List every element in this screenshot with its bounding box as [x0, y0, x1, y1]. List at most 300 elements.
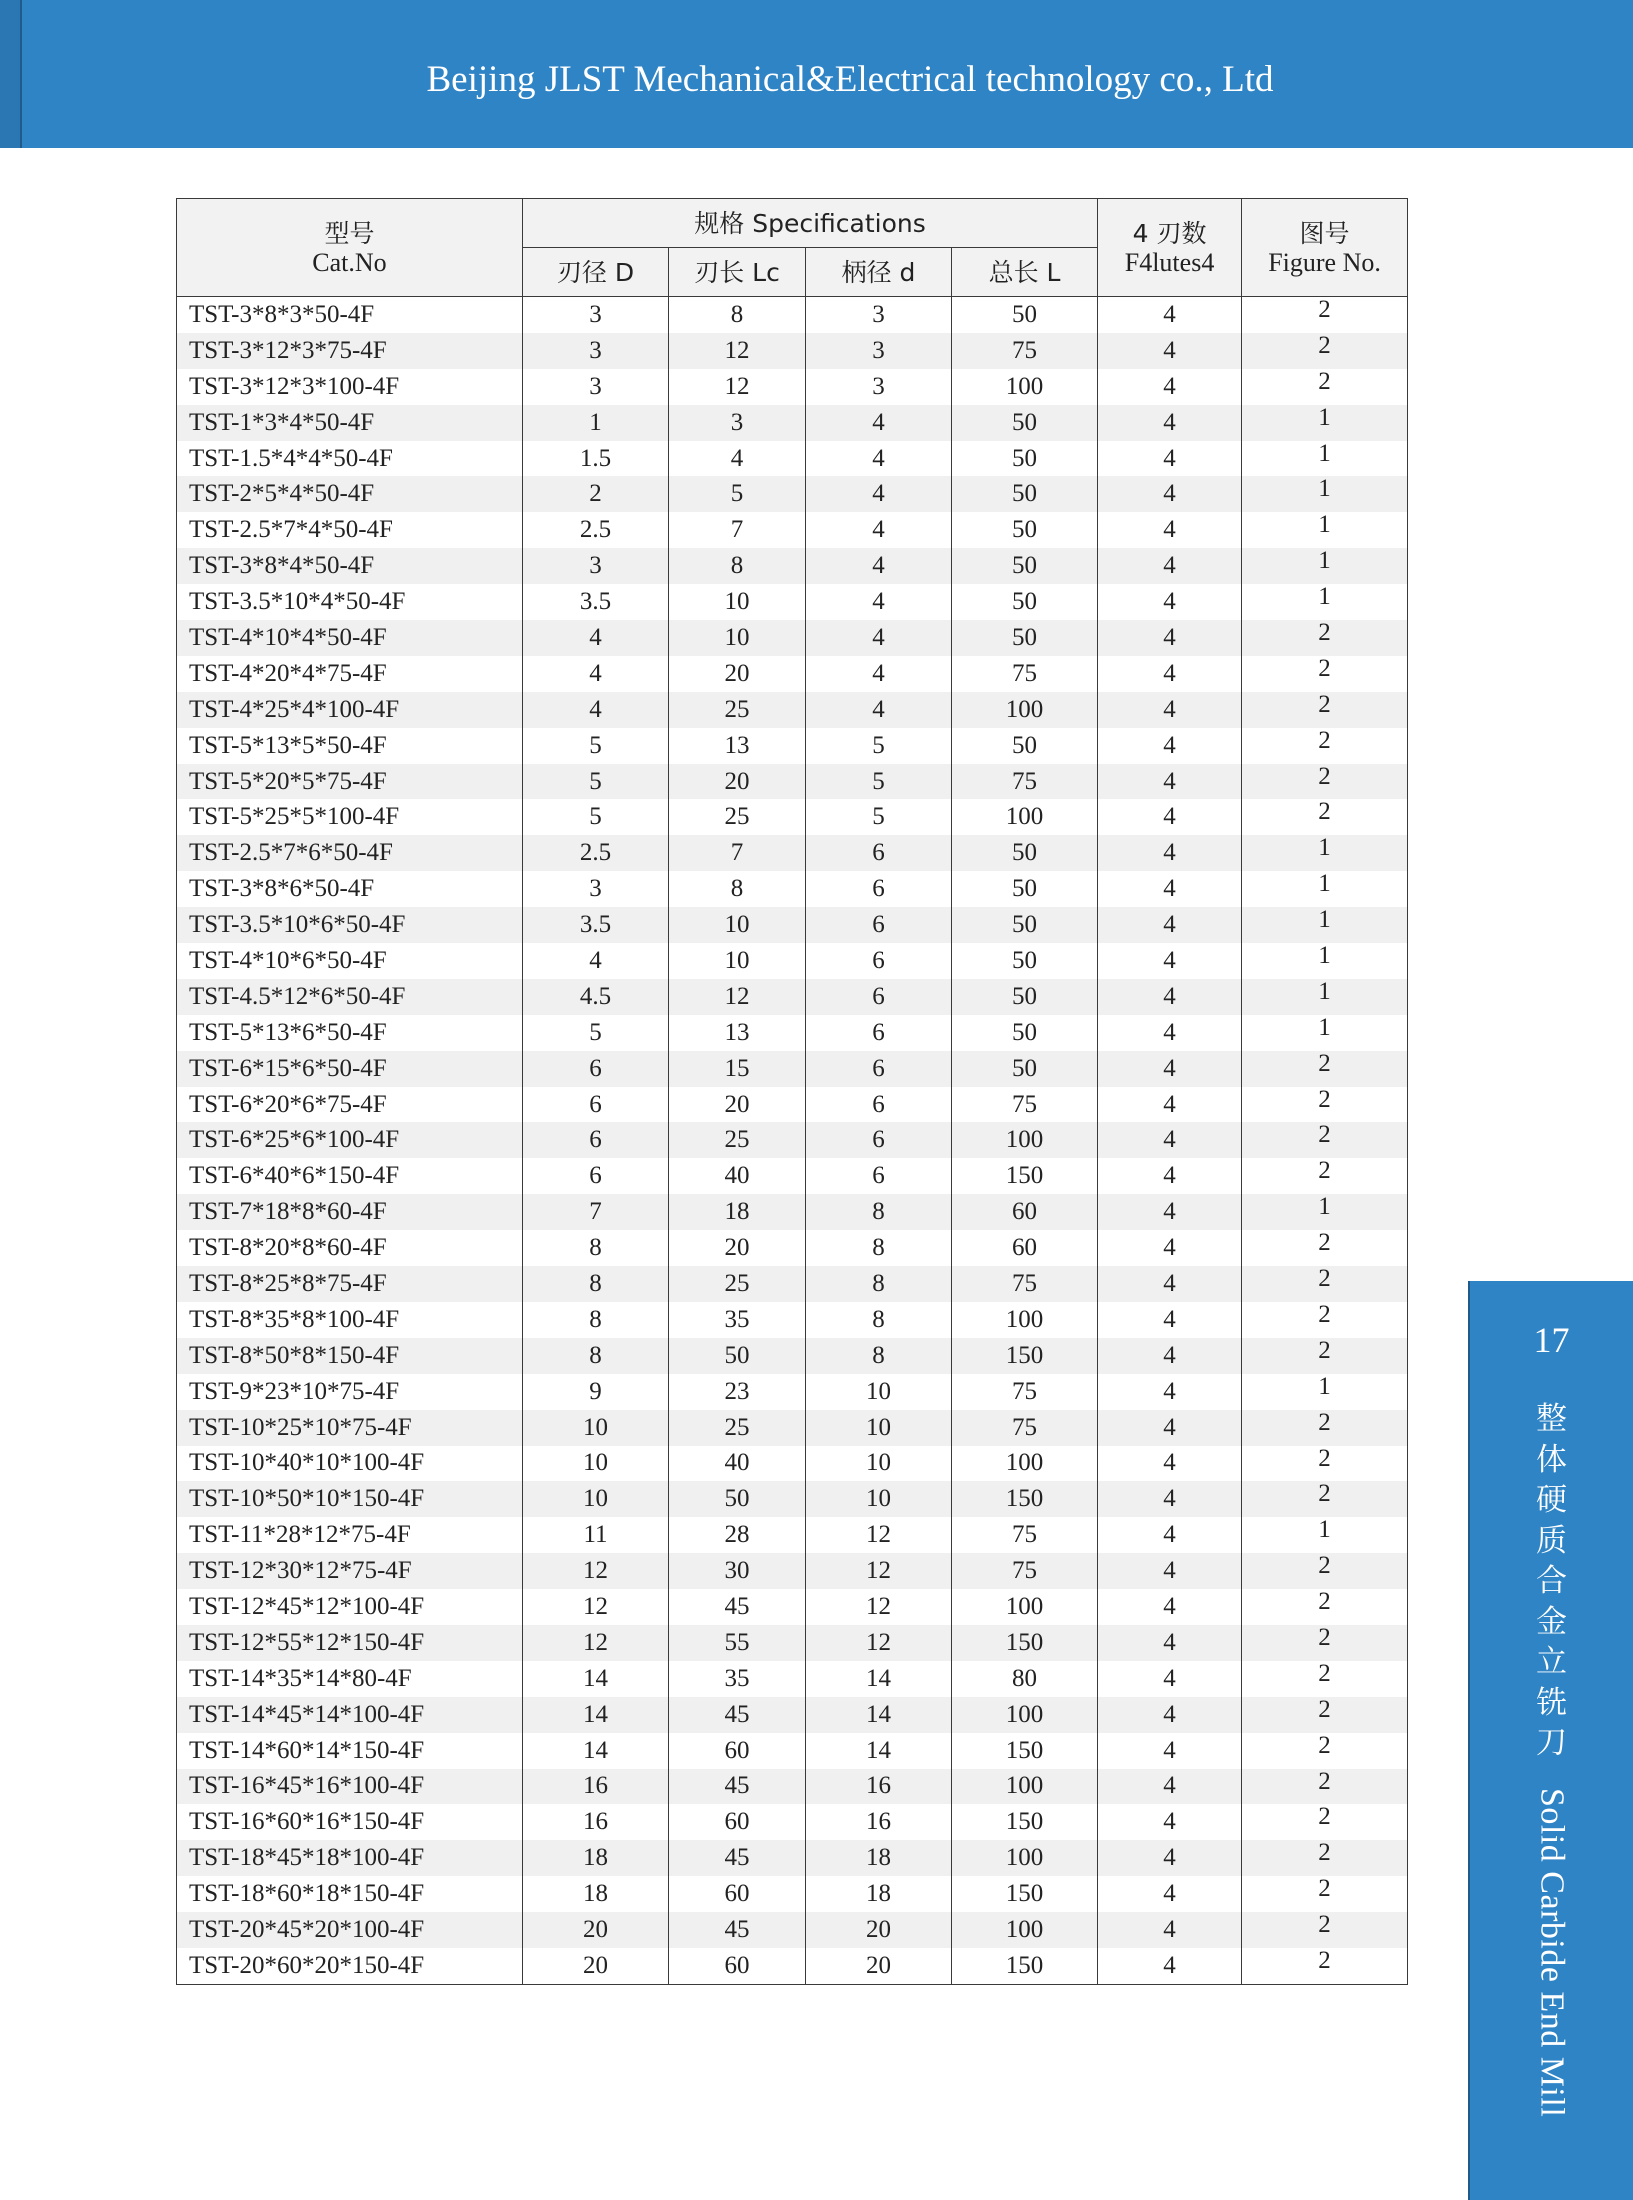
cell-flute-length: 25	[669, 1122, 806, 1158]
table-row	[177, 1912, 1408, 1948]
cell-shank-diameter: 16	[806, 1804, 952, 1840]
table-row	[177, 1589, 1408, 1625]
cell-cat-no: TST-5*13*6*50-4F	[177, 1015, 523, 1051]
cell-flutes: 4	[1098, 1015, 1242, 1051]
specification-table	[176, 198, 1408, 1985]
cell-shank-diameter: 3	[806, 369, 952, 405]
table-row	[177, 1769, 1408, 1805]
cell-figure-no: 1	[1242, 907, 1408, 943]
cell-diameter: 4	[523, 943, 669, 979]
cell-shank-diameter: 4	[806, 620, 952, 656]
cell-flutes: 4	[1098, 1697, 1242, 1733]
cell-flutes: 4	[1098, 1230, 1242, 1266]
cell-figure-no: 2	[1242, 656, 1408, 692]
cell-figure-no: 2	[1242, 1302, 1408, 1338]
cell-total-length: 50	[952, 548, 1098, 584]
cell-flute-length: 8	[669, 297, 806, 333]
cell-diameter: 9	[523, 1374, 669, 1410]
cell-shank-diameter: 5	[806, 728, 952, 764]
table-row	[177, 1697, 1408, 1733]
cell-figure-no: 2	[1242, 1589, 1408, 1625]
table-row	[177, 369, 1408, 405]
cell-shank-diameter: 4	[806, 584, 952, 620]
header-flute-length-label: 刃长 Lc	[694, 257, 780, 287]
cell-figure-no: 2	[1242, 1840, 1408, 1876]
cell-cat-no: TST-11*28*12*75-4F	[177, 1517, 523, 1553]
table-row	[177, 1122, 1408, 1158]
cell-flute-length: 10	[669, 584, 806, 620]
cell-shank-diameter: 6	[806, 1158, 952, 1194]
cell-flute-length: 35	[669, 1661, 806, 1697]
cell-cat-no: TST-16*60*16*150-4F	[177, 1804, 523, 1840]
cell-flute-length: 60	[669, 1948, 806, 1984]
cell-diameter: 12	[523, 1589, 669, 1625]
cell-figure-no: 2	[1242, 333, 1408, 369]
header-figure-no-cn: 图号	[1299, 218, 1350, 248]
cell-diameter: 3	[523, 333, 669, 369]
cell-shank-diameter: 14	[806, 1661, 952, 1697]
cell-flutes: 4	[1098, 1338, 1242, 1374]
cell-diameter: 3	[523, 297, 669, 333]
section-title-cn: 整体硬质合金立铣刀	[1536, 1401, 1567, 1761]
cell-total-length: 50	[952, 620, 1098, 656]
section-title-en: Solid Carbide End Mill	[1533, 1787, 1571, 2117]
cell-cat-no: TST-5*20*5*75-4F	[177, 764, 523, 800]
cell-shank-diameter: 8	[806, 1194, 952, 1230]
cell-figure-no: 2	[1242, 1338, 1408, 1374]
cell-flute-length: 25	[669, 1266, 806, 1302]
cell-cat-no: TST-4.5*12*6*50-4F	[177, 979, 523, 1015]
cell-flutes: 4	[1098, 548, 1242, 584]
cell-figure-no: 1	[1242, 476, 1408, 512]
cell-diameter: 2	[523, 476, 669, 512]
cell-flute-length: 60	[669, 1804, 806, 1840]
cell-figure-no: 2	[1242, 1625, 1408, 1661]
cell-shank-diameter: 4	[806, 441, 952, 477]
cell-figure-no: 2	[1242, 692, 1408, 728]
cell-cat-no: TST-12*30*12*75-4F	[177, 1553, 523, 1589]
cell-cat-no: TST-14*35*14*80-4F	[177, 1661, 523, 1697]
cell-shank-diameter: 18	[806, 1840, 952, 1876]
cell-cat-no: TST-8*20*8*60-4F	[177, 1230, 523, 1266]
cell-figure-no: 2	[1242, 1051, 1408, 1087]
cell-flutes: 4	[1098, 369, 1242, 405]
cell-flute-length: 23	[669, 1374, 806, 1410]
page-number: 17	[1533, 1320, 1570, 1360]
cell-flute-length: 10	[669, 907, 806, 943]
cell-diameter: 20	[523, 1948, 669, 1984]
cell-cat-no: TST-3.5*10*4*50-4F	[177, 584, 523, 620]
cell-cat-no: TST-3*8*3*50-4F	[177, 297, 523, 333]
cell-cat-no: TST-1.5*4*4*50-4F	[177, 441, 523, 477]
cell-cat-no: TST-3*12*3*100-4F	[177, 369, 523, 405]
cell-flutes: 4	[1098, 1410, 1242, 1446]
header-cat-no-cn: 型号	[324, 218, 375, 248]
cell-total-length: 100	[952, 692, 1098, 728]
cell-diameter: 3.5	[523, 584, 669, 620]
cell-total-length: 75	[952, 1517, 1098, 1553]
table-row	[177, 1374, 1408, 1410]
cell-diameter: 8	[523, 1302, 669, 1338]
table-row	[177, 871, 1408, 907]
table-row	[177, 943, 1408, 979]
cell-cat-no: TST-18*60*18*150-4F	[177, 1876, 523, 1912]
cell-flutes: 4	[1098, 476, 1242, 512]
cell-flutes: 4	[1098, 1517, 1242, 1553]
cell-figure-no: 2	[1242, 1661, 1408, 1697]
cell-figure-no: 2	[1242, 1948, 1408, 1984]
cell-diameter: 2.5	[523, 512, 669, 548]
cell-shank-diameter: 14	[806, 1697, 952, 1733]
table-row	[177, 1661, 1408, 1697]
cell-figure-no: 2	[1242, 1876, 1408, 1912]
table-row	[177, 333, 1408, 369]
cell-flute-length: 45	[669, 1589, 806, 1625]
cell-flutes: 4	[1098, 1661, 1242, 1697]
table-row	[177, 297, 1408, 333]
cell-cat-no: TST-8*25*8*75-4F	[177, 1266, 523, 1302]
cell-total-length: 100	[952, 1697, 1098, 1733]
cell-shank-diameter: 10	[806, 1446, 952, 1482]
table-row	[177, 979, 1408, 1015]
table-row	[177, 1876, 1408, 1912]
cell-flute-length: 45	[669, 1769, 806, 1805]
cell-figure-no: 1	[1242, 405, 1408, 441]
cell-cat-no: TST-3*8*6*50-4F	[177, 871, 523, 907]
cell-diameter: 8	[523, 1338, 669, 1374]
cell-total-length: 150	[952, 1876, 1098, 1912]
cell-diameter: 4	[523, 692, 669, 728]
cell-flute-length: 7	[669, 512, 806, 548]
cell-diameter: 12	[523, 1625, 669, 1661]
cell-total-length: 75	[952, 764, 1098, 800]
cell-figure-no: 2	[1242, 1158, 1408, 1194]
cell-total-length: 150	[952, 1158, 1098, 1194]
cell-shank-diameter: 4	[806, 512, 952, 548]
cell-figure-no: 2	[1242, 1446, 1408, 1482]
cell-flutes: 4	[1098, 1158, 1242, 1194]
cell-diameter: 18	[523, 1840, 669, 1876]
cell-cat-no: TST-6*25*6*100-4F	[177, 1122, 523, 1158]
table-row	[177, 548, 1408, 584]
cell-flute-length: 50	[669, 1481, 806, 1517]
cell-shank-diameter: 6	[806, 871, 952, 907]
cell-flutes: 4	[1098, 1122, 1242, 1158]
cell-cat-no: TST-5*25*5*100-4F	[177, 799, 523, 835]
cell-figure-no: 1	[1242, 584, 1408, 620]
header-cat-no	[177, 199, 523, 297]
cell-figure-no: 1	[1242, 871, 1408, 907]
table-row	[177, 1553, 1408, 1589]
cell-flute-length: 45	[669, 1697, 806, 1733]
table-row	[177, 728, 1408, 764]
table-row	[177, 835, 1408, 871]
cell-flutes: 4	[1098, 1912, 1242, 1948]
header-diameter	[523, 248, 669, 297]
cell-diameter: 10	[523, 1446, 669, 1482]
cell-shank-diameter: 8	[806, 1338, 952, 1374]
cell-total-length: 50	[952, 405, 1098, 441]
cell-diameter: 3	[523, 871, 669, 907]
cell-total-length: 50	[952, 441, 1098, 477]
cell-figure-no: 1	[1242, 835, 1408, 871]
cell-cat-no: TST-10*40*10*100-4F	[177, 1446, 523, 1482]
company-name: Beijing JLST Mechanical&Electrical technology co., Ltd	[426, 59, 1274, 100]
cell-diameter: 5	[523, 764, 669, 800]
cell-diameter: 4	[523, 656, 669, 692]
table-row	[177, 1302, 1408, 1338]
cell-shank-diameter: 3	[806, 333, 952, 369]
cell-diameter: 14	[523, 1697, 669, 1733]
cell-flute-length: 13	[669, 728, 806, 764]
cell-total-length: 50	[952, 297, 1098, 333]
cell-diameter: 12	[523, 1553, 669, 1589]
table-row	[177, 476, 1408, 512]
cell-flutes: 4	[1098, 1804, 1242, 1840]
cell-cat-no: TST-14*60*14*150-4F	[177, 1733, 523, 1769]
cell-shank-diameter: 3	[806, 297, 952, 333]
cell-total-length: 75	[952, 333, 1098, 369]
cell-total-length: 50	[952, 835, 1098, 871]
cell-total-length: 150	[952, 1948, 1098, 1984]
table-body	[177, 297, 1408, 1985]
cell-flute-length: 60	[669, 1876, 806, 1912]
cell-total-length: 150	[952, 1481, 1098, 1517]
cell-flutes: 4	[1098, 907, 1242, 943]
cell-flutes: 4	[1098, 512, 1242, 548]
cell-shank-diameter: 8	[806, 1230, 952, 1266]
cell-flute-length: 12	[669, 369, 806, 405]
cell-shank-diameter: 10	[806, 1374, 952, 1410]
header-figure-no	[1242, 199, 1408, 297]
header-flute-length	[669, 248, 806, 297]
cell-total-length: 75	[952, 656, 1098, 692]
cell-cat-no: TST-2.5*7*4*50-4F	[177, 512, 523, 548]
cell-flute-length: 18	[669, 1194, 806, 1230]
cell-total-length: 100	[952, 1589, 1098, 1625]
cell-flutes: 4	[1098, 1840, 1242, 1876]
cell-flutes: 4	[1098, 1051, 1242, 1087]
cell-flutes: 4	[1098, 979, 1242, 1015]
cell-diameter: 16	[523, 1804, 669, 1840]
header-diameter-label: 刃径 D	[556, 257, 635, 287]
header-flutes	[1098, 199, 1242, 297]
table-row	[177, 1087, 1408, 1123]
cell-diameter: 8	[523, 1230, 669, 1266]
cell-flute-length: 20	[669, 1230, 806, 1266]
cell-figure-no: 1	[1242, 1194, 1408, 1230]
table-row	[177, 405, 1408, 441]
table-row	[177, 1410, 1408, 1446]
cell-diameter: 6	[523, 1087, 669, 1123]
cell-flutes: 4	[1098, 1769, 1242, 1805]
cell-flute-length: 50	[669, 1338, 806, 1374]
cell-flutes: 4	[1098, 1374, 1242, 1410]
table-row	[177, 1230, 1408, 1266]
cell-figure-no: 2	[1242, 1733, 1408, 1769]
cell-total-length: 75	[952, 1410, 1098, 1446]
cell-flutes: 4	[1098, 799, 1242, 835]
cell-figure-no: 2	[1242, 1266, 1408, 1302]
cell-figure-no: 2	[1242, 1410, 1408, 1446]
header-specifications-label: 规格 Specifications	[694, 208, 926, 238]
cell-cat-no: TST-10*50*10*150-4F	[177, 1481, 523, 1517]
cell-diameter: 18	[523, 1876, 669, 1912]
header-total-length	[952, 248, 1098, 297]
cell-diameter: 6	[523, 1158, 669, 1194]
cell-diameter: 4.5	[523, 979, 669, 1015]
cell-cat-no: TST-10*25*10*75-4F	[177, 1410, 523, 1446]
table-row	[177, 584, 1408, 620]
cell-flute-length: 60	[669, 1733, 806, 1769]
cell-shank-diameter: 16	[806, 1769, 952, 1805]
cell-flutes: 4	[1098, 405, 1242, 441]
cell-cat-no: TST-3*12*3*75-4F	[177, 333, 523, 369]
cell-flute-length: 55	[669, 1625, 806, 1661]
cell-cat-no: TST-8*50*8*150-4F	[177, 1338, 523, 1374]
cell-cat-no: TST-4*10*4*50-4F	[177, 620, 523, 656]
cell-diameter: 5	[523, 799, 669, 835]
cell-diameter: 6	[523, 1051, 669, 1087]
cell-flutes: 4	[1098, 584, 1242, 620]
cell-flute-length: 20	[669, 764, 806, 800]
table-row	[177, 907, 1408, 943]
cell-shank-diameter: 20	[806, 1948, 952, 1984]
cell-figure-no: 2	[1242, 1087, 1408, 1123]
cell-flute-length: 45	[669, 1912, 806, 1948]
cell-flute-length: 20	[669, 1087, 806, 1123]
cell-flute-length: 15	[669, 1051, 806, 1087]
cell-shank-diameter: 4	[806, 548, 952, 584]
cell-total-length: 100	[952, 1302, 1098, 1338]
cell-diameter: 10	[523, 1410, 669, 1446]
cell-total-length: 50	[952, 979, 1098, 1015]
cell-flute-length: 25	[669, 1410, 806, 1446]
section-title	[1470, 1399, 1633, 2117]
table-row	[177, 1194, 1408, 1230]
cell-total-length: 50	[952, 907, 1098, 943]
table-row	[177, 1733, 1408, 1769]
cell-figure-no: 2	[1242, 1230, 1408, 1266]
cell-flutes: 4	[1098, 656, 1242, 692]
cell-cat-no: TST-2*5*4*50-4F	[177, 476, 523, 512]
cell-total-length: 150	[952, 1625, 1098, 1661]
cell-shank-diameter: 12	[806, 1589, 952, 1625]
cell-total-length: 150	[952, 1338, 1098, 1374]
table-row	[177, 1804, 1408, 1840]
table-row	[177, 1266, 1408, 1302]
cell-total-length: 100	[952, 369, 1098, 405]
cell-cat-no: TST-18*45*18*100-4F	[177, 1840, 523, 1876]
cell-figure-no: 2	[1242, 799, 1408, 835]
cell-diameter: 3.5	[523, 907, 669, 943]
cell-figure-no: 2	[1242, 1769, 1408, 1805]
cell-total-length: 60	[952, 1230, 1098, 1266]
cell-figure-no: 2	[1242, 1912, 1408, 1948]
cell-figure-no: 2	[1242, 1122, 1408, 1158]
cell-flute-length: 12	[669, 979, 806, 1015]
table-row	[177, 1158, 1408, 1194]
cell-flute-length: 12	[669, 333, 806, 369]
cell-flutes: 4	[1098, 764, 1242, 800]
cell-cat-no: TST-3*8*4*50-4F	[177, 548, 523, 584]
cell-cat-no: TST-16*45*16*100-4F	[177, 1769, 523, 1805]
cell-flutes: 4	[1098, 333, 1242, 369]
table-row	[177, 1338, 1408, 1374]
cell-total-length: 75	[952, 1553, 1098, 1589]
cell-flutes: 4	[1098, 1087, 1242, 1123]
cell-total-length: 75	[952, 1266, 1098, 1302]
cell-figure-no: 2	[1242, 297, 1408, 333]
cell-total-length: 50	[952, 943, 1098, 979]
cell-flute-length: 7	[669, 835, 806, 871]
cell-flute-length: 28	[669, 1517, 806, 1553]
table-row	[177, 1481, 1408, 1517]
cell-flute-length: 4	[669, 441, 806, 477]
cell-total-length: 100	[952, 799, 1098, 835]
table-row	[177, 1051, 1408, 1087]
cell-flutes: 4	[1098, 1553, 1242, 1589]
cell-flute-length: 3	[669, 405, 806, 441]
cell-flute-length: 35	[669, 1302, 806, 1338]
cell-total-length: 60	[952, 1194, 1098, 1230]
cell-diameter: 1	[523, 405, 669, 441]
cell-diameter: 7	[523, 1194, 669, 1230]
cell-cat-no: TST-8*35*8*100-4F	[177, 1302, 523, 1338]
cell-diameter: 3	[523, 369, 669, 405]
cell-figure-no: 1	[1242, 979, 1408, 1015]
cell-shank-diameter: 6	[806, 907, 952, 943]
cell-flute-length: 5	[669, 476, 806, 512]
cell-flutes: 4	[1098, 1194, 1242, 1230]
cell-flute-length: 10	[669, 943, 806, 979]
cell-shank-diameter: 4	[806, 692, 952, 728]
table-row	[177, 1015, 1408, 1051]
cell-shank-diameter: 12	[806, 1553, 952, 1589]
cell-diameter: 4	[523, 620, 669, 656]
cell-figure-no: 1	[1242, 1374, 1408, 1410]
cell-total-length: 50	[952, 512, 1098, 548]
cell-flute-length: 25	[669, 799, 806, 835]
cell-flute-length: 8	[669, 871, 806, 907]
cell-flutes: 4	[1098, 1948, 1242, 1984]
cell-diameter: 2.5	[523, 835, 669, 871]
cell-cat-no: TST-6*40*6*150-4F	[177, 1158, 523, 1194]
cell-diameter: 14	[523, 1733, 669, 1769]
cell-figure-no: 2	[1242, 1804, 1408, 1840]
cell-shank-diameter: 4	[806, 656, 952, 692]
table-row	[177, 512, 1408, 548]
table-row	[177, 1517, 1408, 1553]
cell-figure-no: 2	[1242, 1481, 1408, 1517]
cell-shank-diameter: 6	[806, 1015, 952, 1051]
cell-flutes: 4	[1098, 1302, 1242, 1338]
cell-total-length: 100	[952, 1122, 1098, 1158]
cell-flutes: 4	[1098, 871, 1242, 907]
cell-total-length: 100	[952, 1446, 1098, 1482]
header-cat-no-en: Cat.No	[312, 247, 387, 277]
cell-flute-length: 13	[669, 1015, 806, 1051]
cell-total-length: 50	[952, 1051, 1098, 1087]
cell-flute-length: 25	[669, 692, 806, 728]
cell-figure-no: 2	[1242, 1697, 1408, 1733]
section-side-tab	[1468, 1281, 1633, 2200]
header-total-length-label: 总长 L	[988, 257, 1061, 287]
cell-figure-no: 1	[1242, 512, 1408, 548]
cell-cat-no: TST-4*10*6*50-4F	[177, 943, 523, 979]
table-row	[177, 1446, 1408, 1482]
cell-flutes: 4	[1098, 297, 1242, 333]
